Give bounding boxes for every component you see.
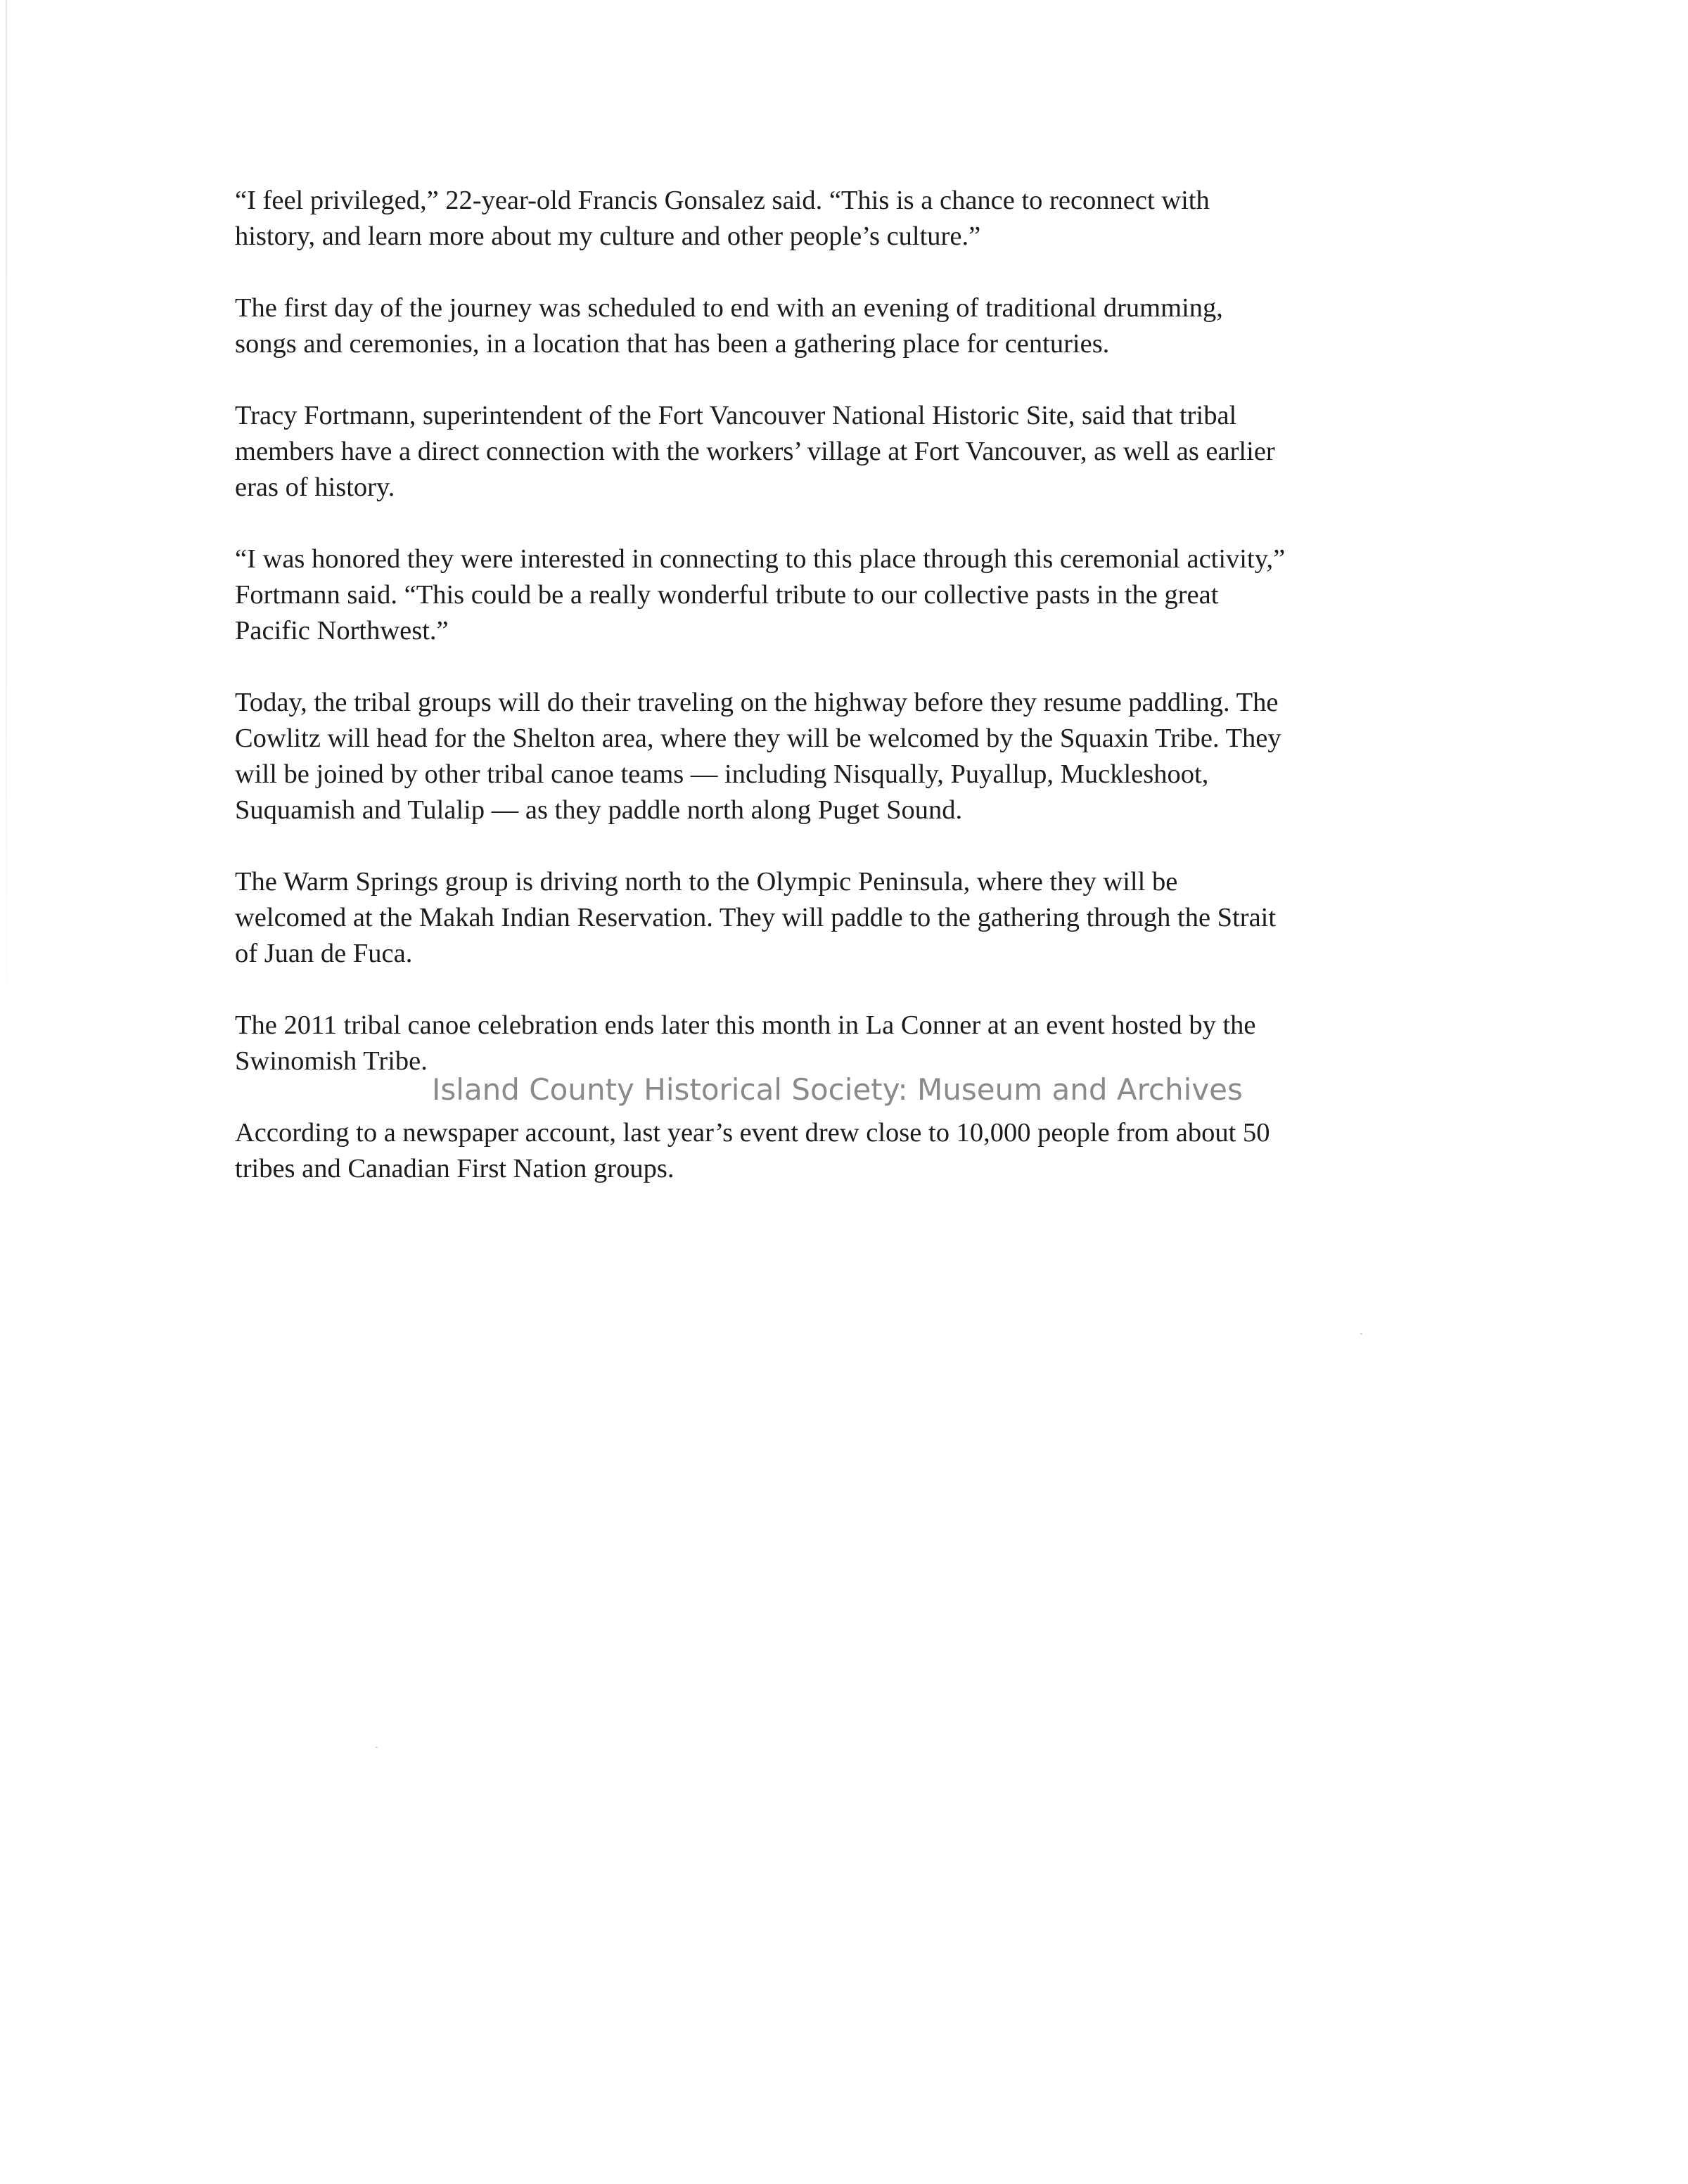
- text-line: “I was honored they were interested in connecting to this place through this ceremonial activity,”: [235, 544, 1286, 574]
- text-line: eras of history.: [235, 473, 395, 502]
- paragraph: [235, 541, 1473, 649]
- text-line: Tracy Fortmann, superintendent of the Fort Vancouver National Historic Site, said that tribal: [235, 401, 1237, 430]
- text-line: “I feel privileged,” 22-year-old Francis Gonsalez said. “This is a chance to reconnect with: [235, 186, 1210, 215]
- text-line: The 2011 tribal canoe celebration ends later this month in La Conner at an event hosted by the: [235, 1010, 1256, 1040]
- scan-speck: [1360, 1333, 1362, 1335]
- text-line: songs and ceremonies, in a location that has been a gathering place for centuries.: [235, 329, 1110, 359]
- text-line: The Warm Springs group is driving north to the Olympic Peninsula, where they will be: [235, 867, 1178, 897]
- text-line: Swinomish Tribe.: [235, 1046, 428, 1076]
- text-line: history, and learn more about my culture and other people’s culture.”: [235, 221, 981, 251]
- paragraph: [235, 864, 1473, 972]
- article-body: [235, 183, 1473, 1223]
- text-line: members have a direct connection with the workers’ village at Fort Vancouver, as well as earlier: [235, 437, 1275, 466]
- paragraph: [235, 290, 1473, 362]
- scan-speck: [376, 1747, 378, 1748]
- text-line: Fortmann said. “This could be a really wonderful tribute to our collective pasts in the great: [235, 580, 1219, 610]
- text-line: Today, the tribal groups will do their traveling on the highway before they resume paddling. The: [235, 688, 1279, 717]
- paragraph: [235, 183, 1473, 255]
- text-line: Pacific Northwest.”: [235, 616, 449, 645]
- text-line: welcomed at the Makah Indian Reservation. They will paddle to the gathering through the Strait: [235, 903, 1277, 932]
- watermark-text: Island County Historical Society: Museum and Archives: [432, 1072, 1243, 1107]
- scan-edge-shadow: [6, 0, 7, 1027]
- text-line: Suquamish and Tulalip — as they paddle north along Puget Sound.: [235, 795, 963, 825]
- text-line: of Juan de Fuca.: [235, 939, 413, 968]
- paragraph: [235, 1008, 1473, 1079]
- paragraph: [235, 685, 1473, 828]
- text-line: According to a newspaper account, last year’s event drew close to 10,000 people from about 50: [235, 1118, 1270, 1148]
- paragraph: [235, 398, 1473, 506]
- text-line: Cowlitz will head for the Shelton area, where they will be welcomed by the Squaxin Tribe. They: [235, 724, 1281, 753]
- paragraph: [235, 1115, 1473, 1187]
- text-line: tribes and Canadian First Nation groups.: [235, 1154, 674, 1183]
- text-line: will be joined by other tribal canoe teams — including Nisqually, Puyallup, Muckleshoot,: [235, 759, 1209, 789]
- text-line: The first day of the journey was scheduled to end with an evening of traditional drumming,: [235, 293, 1223, 323]
